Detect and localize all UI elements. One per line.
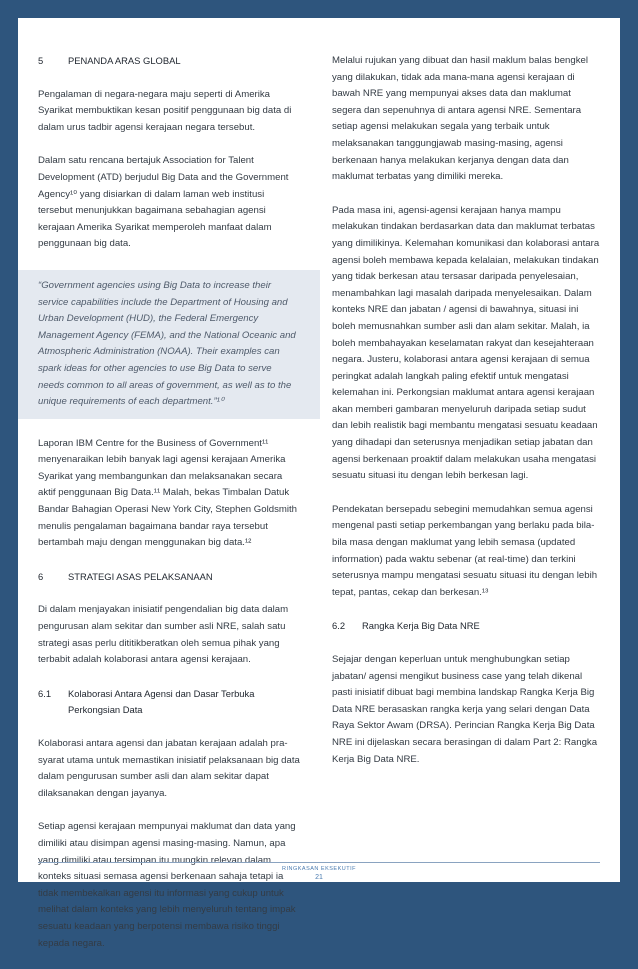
left-column xyxy=(38,53,300,969)
paragraph: Kolaborasi antara agensi dan jabatan kerajaan adalah pra-syarat utama untuk memastikan inisiatif pelaksanaan big data dalam pengurusan sumber asli dan alam sekitar dapat dilaksanakan dengan jayanya. xyxy=(38,738,300,799)
paragraph: Di dalam menjayakan inisiatif pengendalian big data dalam pengurusan alam sekitar dan sumber asli NRE, salah satu strategi asas perlu dititikberatkan oleh semua pihak yang terbabit adalah kolaborasi antara agensi kerajaan. xyxy=(38,604,289,666)
page-number: 21 xyxy=(315,874,323,881)
section-number: 6 xyxy=(38,570,44,582)
section-number: 5 xyxy=(38,55,44,66)
section-title: STRATEGI ASAS PELAKSANAAN xyxy=(68,570,213,582)
paragraph: Dalam satu rencana bertajuk Association for Talent Development (ATD) berjudul Big Data and the Government Agency¹⁰ yang disiarkan di dalam laman web institusi tersebut menunjukkan bagaimana sebahagian agensi kerajaan Amerika Syarikat memperoleh manfaat dalam penggunaan big data. xyxy=(38,155,289,250)
footer-divider xyxy=(38,862,600,863)
section-6-heading xyxy=(38,569,300,586)
paragraph: Pada masa ini, agensi-agensi kerajaan hanya mampu melakukan tindakan berdasarkan data dan maklumat terbatas yang dimilikinya. Kelemahan komunikasi dan kolaborasi antara agensi boleh membawa kepada kelalaian, melakukan tindakan yang tidak berkesan atau tersasar daripada penyelesaian, menambahkan lagi masalah daripada menyelesaikan. Dalam konteks NRE dan jabatan / agensi di bawahnya, situasi ini boleh memusnahkan sumber asli dan alam sekitar. Malah, ia boleh membahayakan keselamatan rakyat dan kesejahteraan negara. Justeru, kolaborasi antara agensi kerajaan di semua peringkat adalah langkah paling efektif untuk mengatasi kelemahan ini. Perkongsian maklumat antara agensi kerajaan akan memberi gambaran menyeluruh daripada setiap sudut dan lebih realistik bagi membantu mengatasi sesuatu keadaan yang dihadapi dan seterusnya menjadikan setiap jabatan dan agensi berkenaan proaktif dalam melakukan usaha mengatasi sesuatu situasi itu dengan lebih berkesan lagi. xyxy=(332,204,600,482)
footer-label: RINGKASAN EKSEKUTIF xyxy=(282,866,356,872)
section-number: 6.1 xyxy=(38,687,52,699)
paragraph: Sejajar dengan keperluan untuk menghubungkan setiap jabatan/ agensi mengikut business case yang telah dikenal pasti inisiatif dibuat bagi membina landskap Rangka Kerja Big Data NRE berasaskan rangka kerja yang selari dengan Data Raya Sektor Awam (DRSA). Perincian Rangka Kerja Big Data NRE ini dijelaskan secara berasingan di dalam Part 2: Rangka Kerja Big Data NRE. xyxy=(332,654,598,765)
paragraph: Setiap agensi kerajaan mempunyai maklumat dan data yang dimiliki atau disimpan agensi masing-masing. Namun, apa yang dimiliki atau tersimpan itu mungkin relevan dalam konteks situasi semasa agensi berkenaan sahaja tetapi ia tidak membekalkan agensi itu informasi yang cukup untuk melihat dalam konteks yang lebih menyeluruh tentang impak sesuatu keadaan yang berpotensi membawa risiko tinggi kepada negara. xyxy=(38,821,296,949)
section-title: Kolaborasi Antara Agensi dan Dasar Terbuka Perkongsian Data xyxy=(68,687,255,716)
paragraph: Laporan IBM Centre for the Business of Government¹¹ menyenaraikan lebih banyak lagi agensi kerajaan Amerika Syarikat yang membangunkan dan melaksanakan secara aktif penggunaan Big Data.¹¹ Malah, bekas Timbalan Datuk Bandar Bahagian Operasi New York City, Stephen Goldsmith menulis pengalaman bagaimana bandar raya tersebut bertambah maju dengan menggunakan big data.¹² xyxy=(38,437,297,549)
section-5-heading xyxy=(38,53,300,70)
section-title: PENANDA ARAS GLOBAL xyxy=(68,55,181,66)
section-6-2-heading xyxy=(332,618,602,635)
quote-block: “Government agencies using Big Data to increase their service capabilities include the Department of Housing and Urban Development (HUD), the Federal Emergency Management Agency (FEMA), and the National Oceanic and Atmospheric Administration (NOAA). Their examples can spark ideas for other agencies to use Big Data to serve needs common to all areas of government, as well as to the unique requirements of each department.”¹⁰ xyxy=(18,270,320,419)
document-page xyxy=(18,18,620,949)
section-6-1-heading xyxy=(38,686,300,719)
paragraph: Melalui rujukan yang dibuat dan hasil maklum balas bengkel yang dilakukan, tidak ada mana-mana agensi kerajaan di bawah NRE yang mempunyai akses data dan maklumat segera dan sepenuhnya di antara agensi NRE. Sementara setiap agensi melakukan segala yang terbaik untuk melaksanakan tanggungjawab masing-masing, agensi berkenaan hanya melakukan kerjanya dengan data dan maklumat terbatas yang dimiliki mereka. xyxy=(332,55,588,183)
right-column xyxy=(332,53,602,785)
section-number: 6.2 xyxy=(332,620,346,632)
paragraph: Pendekatan bersepadu sebegini memudahkan semua agensi mengenal pasti setiap perkembangan yang berlaku pada bila-bila masa dengan maklumat yang lebih semasa (updated information) pada waktu sebenar (at real-time) dan terkini seterusnya mampu mengatasi sesuatu situasi itu dengan lebih tepat, pantas, cekap dan berkesan.¹³ xyxy=(332,503,598,598)
paragraph: Pengalaman di negara-negara maju seperti di Amerika Syarikat membuktikan kesan positif penggunaan big data di dalam urus tadbir agensi kerajaan negara tersebut. xyxy=(38,88,292,133)
section-title: Rangka Kerja Big Data NRE xyxy=(362,620,480,632)
